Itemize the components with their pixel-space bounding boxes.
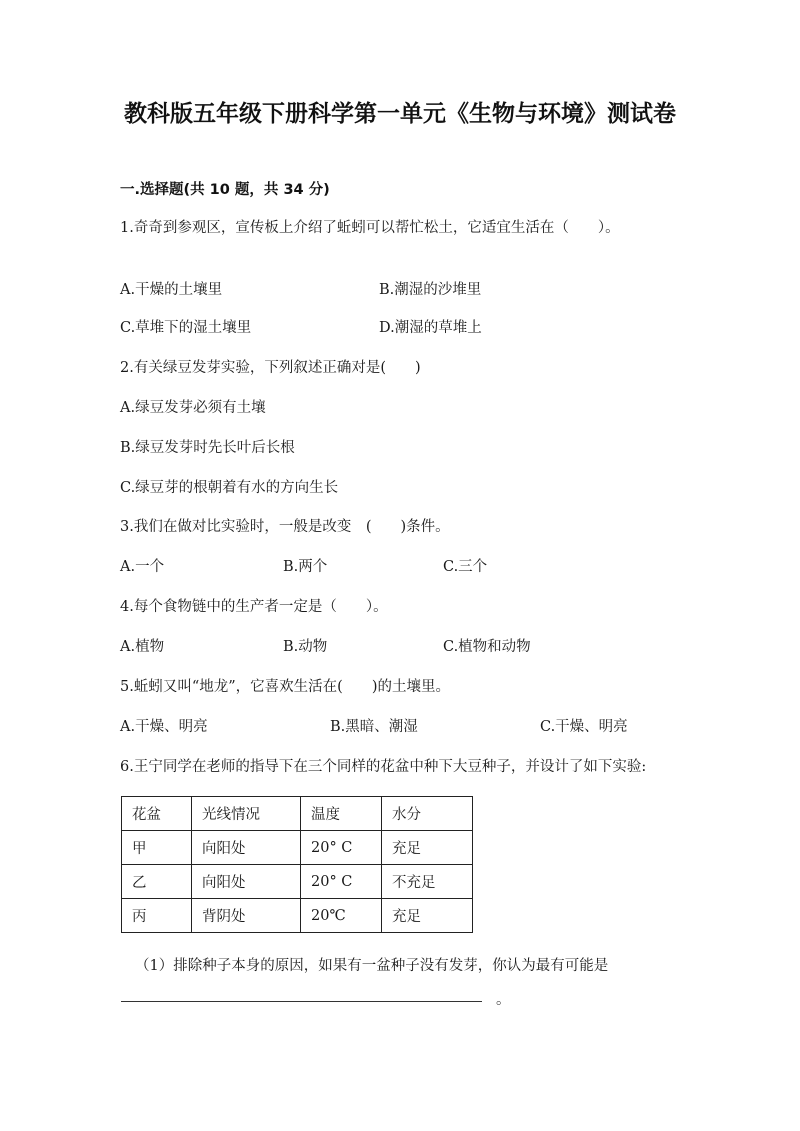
table-cell: 向阳处	[192, 831, 301, 865]
table-cell: 20° C	[301, 831, 382, 865]
question-4-option-b: B.动物	[283, 639, 328, 655]
table-cell: 丙	[122, 899, 192, 933]
question-1-option-b: B.潮湿的沙堆里	[379, 282, 482, 298]
question-1-option-c: C.草堆下的湿土壤里	[120, 320, 252, 336]
table-cell: 甲	[122, 831, 192, 865]
question-3-option-c: C.三个	[443, 559, 488, 575]
question-5-option-b: B.黑暗、潮湿	[330, 719, 418, 735]
table-cell: 充足	[382, 831, 473, 865]
question-5-option-c: C.干燥、明亮	[540, 719, 628, 735]
table-row	[122, 865, 473, 899]
section-heading: 一.选择题(共 10 题，共 34 分)	[120, 182, 330, 198]
table-cell: 充足	[382, 899, 473, 933]
question-1-option-d: D.潮湿的草堆上	[379, 320, 482, 336]
question-3-option-b: B.两个	[283, 559, 328, 575]
question-5-stem: 5.蚯蚓又叫“地龙”，它喜欢生活在( )的土壤里。	[120, 679, 450, 695]
question-4-stem: 4.每个食物链中的生产者一定是（ ）。	[120, 599, 388, 615]
question-1-option-a: A.干燥的土壤里	[120, 282, 223, 298]
table-cell: 背阴处	[192, 899, 301, 933]
question-2-option-a: A.绿豆发芽必须有土壤	[120, 400, 266, 416]
question-6-sub-1-period: 。	[496, 992, 511, 1008]
table-cell: 乙	[122, 865, 192, 899]
table-header-cell: 温度	[301, 797, 382, 831]
experiment-table	[121, 796, 473, 933]
table-cell: 20℃	[301, 899, 382, 933]
table-cell: 不充足	[382, 865, 473, 899]
table-cell: 20° C	[301, 865, 382, 899]
question-2-option-c: C.绿豆芽的根朝着有水的方向生长	[120, 480, 339, 496]
table-header-cell: 花盆	[122, 797, 192, 831]
table-header-cell: 水分	[382, 797, 473, 831]
question-5-option-a: A.干燥、明亮	[120, 719, 208, 735]
question-2-stem: 2.有关绿豆发芽实验，下列叙述正确对是( )	[120, 360, 421, 376]
table-header-cell: 光线情况	[192, 797, 301, 831]
question-6-stem: 6.王宁同学在老师的指导下在三个同样的花盆中种下大豆种子，并设计了如下实验:	[120, 759, 647, 775]
question-4-option-c: C.植物和动物	[443, 639, 531, 655]
answer-blank-line	[121, 1001, 482, 1002]
question-4-option-a: A.植物	[120, 639, 165, 655]
table-row	[122, 831, 473, 865]
question-3-option-a: A.一个	[120, 559, 165, 575]
table-cell: 向阳处	[192, 865, 301, 899]
question-1-stem: 1.奇奇到参观区，宣传板上介绍了蚯蚓可以帮忙松土，它适宜生活在（ ）。	[120, 220, 620, 236]
table-row	[122, 899, 473, 933]
question-3-stem: 3.我们在做对比实验时，一般是改变 ( )条件。	[120, 519, 450, 535]
question-2-option-b: B.绿豆发芽时先长叶后长根	[120, 440, 295, 456]
table-header-row	[122, 797, 473, 831]
question-6-sub-1: （1）排除种子本身的原因，如果有一盆种子没有发芽，你认为最有可能是	[135, 958, 609, 974]
page-title: 教科版五年级下册科学第一单元《生物与环境》测试卷	[124, 101, 676, 127]
